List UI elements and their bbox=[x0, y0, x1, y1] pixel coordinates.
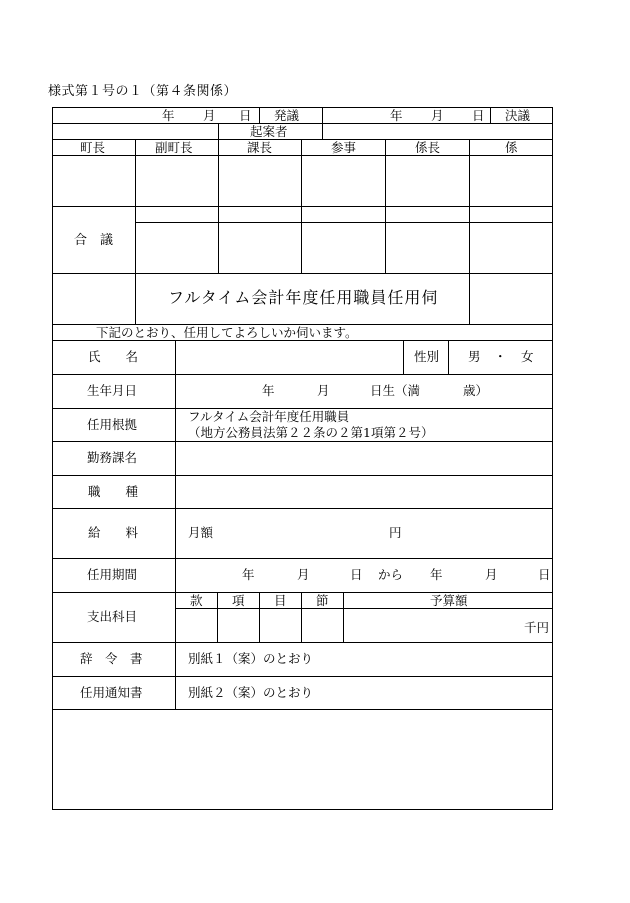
birth-year: 年 bbox=[262, 383, 275, 398]
hline bbox=[175, 608, 553, 609]
birth-month: 月 bbox=[317, 383, 330, 398]
form-title: フルタイム会計年度任用職員任用伺 bbox=[168, 288, 439, 307]
vline bbox=[218, 139, 219, 273]
date2-year: 年 bbox=[390, 108, 403, 123]
vline bbox=[218, 123, 219, 139]
date2-month: 月 bbox=[431, 108, 444, 123]
salary-label: 給 料 bbox=[88, 525, 139, 540]
kianssha-label: 起案者 bbox=[250, 124, 288, 139]
budget-amount-header: 予算額 bbox=[430, 593, 468, 608]
dept-label: 勤務課名 bbox=[87, 450, 138, 465]
vline bbox=[259, 592, 260, 642]
birth-day: 日生（満 bbox=[370, 383, 421, 398]
period-day-end: 日 bbox=[538, 567, 551, 582]
aigi-label: 合 議 bbox=[74, 233, 114, 248]
form-number-label: 様式第１号の１（第４条関係） bbox=[48, 84, 238, 99]
name-label: 氏 名 bbox=[88, 349, 139, 364]
period-label: 任用期間 bbox=[87, 567, 138, 582]
notice-value: 別紙２（案）のとおり bbox=[188, 685, 314, 700]
hline bbox=[52, 592, 553, 593]
period-month-start: 月 bbox=[297, 567, 310, 582]
hline bbox=[52, 475, 553, 476]
budget-kan: 款 bbox=[190, 593, 203, 608]
hline bbox=[52, 155, 553, 156]
basis-line1: フルタイム会計年度任用職員 bbox=[188, 409, 350, 424]
vline bbox=[135, 139, 136, 324]
sex-female: 女 bbox=[521, 349, 534, 364]
ketsugi-label: 決議 bbox=[505, 108, 531, 123]
approver-unit-chief: 係長 bbox=[415, 140, 441, 155]
vline bbox=[322, 107, 323, 139]
period-from: から bbox=[378, 567, 404, 582]
table-border-left bbox=[52, 107, 53, 810]
period-day-start: 日 bbox=[350, 567, 363, 582]
budget-kou: 項 bbox=[232, 593, 245, 608]
approver-mayor: 町長 bbox=[80, 140, 106, 155]
vline bbox=[259, 107, 260, 123]
hline bbox=[135, 222, 553, 223]
date-year: 年 bbox=[162, 108, 175, 123]
vline bbox=[403, 340, 404, 374]
vline bbox=[385, 139, 386, 273]
hline bbox=[52, 340, 553, 341]
hline bbox=[52, 374, 553, 375]
hline bbox=[52, 642, 553, 643]
date-day: 日 bbox=[239, 108, 252, 123]
budget-moku: 目 bbox=[274, 593, 287, 608]
job-label: 職 種 bbox=[88, 484, 139, 499]
sex-separator: ・ bbox=[494, 349, 507, 364]
birth-age: 歳） bbox=[463, 383, 489, 398]
remarks-area bbox=[53, 710, 552, 809]
vline bbox=[343, 592, 344, 642]
approver-councilor: 参事 bbox=[331, 140, 357, 155]
hline bbox=[52, 441, 553, 442]
hline bbox=[52, 273, 553, 274]
jirei-value: 別紙１（案）のとおり bbox=[188, 651, 314, 666]
vline bbox=[448, 340, 449, 374]
vline bbox=[217, 592, 218, 642]
basis-label: 任用根拠 bbox=[87, 417, 138, 432]
budget-label: 支出科目 bbox=[87, 609, 138, 624]
period-month-end: 月 bbox=[485, 567, 498, 582]
vline bbox=[175, 340, 176, 709]
hline bbox=[52, 206, 553, 207]
table-border-bottom bbox=[52, 809, 553, 810]
date-month: 月 bbox=[203, 108, 216, 123]
birth-label: 生年月日 bbox=[87, 383, 138, 398]
approver-staff: 係 bbox=[505, 140, 518, 155]
salary-yen: 円 bbox=[389, 525, 402, 540]
vline bbox=[301, 592, 302, 642]
intro-text: 下記のとおり、任用してよろしいか伺います。 bbox=[96, 325, 358, 340]
hatsugi-label: 発議 bbox=[274, 108, 300, 123]
period-year-start: 年 bbox=[242, 567, 255, 582]
hline bbox=[52, 558, 553, 559]
vline bbox=[490, 107, 491, 123]
budget-unit: 千円 bbox=[524, 620, 550, 635]
approver-deputy-mayor: 副町長 bbox=[155, 140, 193, 155]
salary-monthly: 月額 bbox=[188, 525, 214, 540]
table-border-right bbox=[552, 107, 553, 810]
sex-label: 性別 bbox=[414, 349, 440, 364]
hline bbox=[52, 508, 553, 509]
period-year-end: 年 bbox=[430, 567, 443, 582]
notice-label: 任用通知書 bbox=[80, 685, 143, 700]
date2-day: 日 bbox=[472, 108, 485, 123]
hline bbox=[52, 123, 553, 124]
sex-male: 男 bbox=[468, 349, 481, 364]
hline bbox=[52, 676, 553, 677]
basis-line2: （地方公務員法第２２条の２第1項第２号） bbox=[188, 425, 434, 440]
jirei-label: 辞 令 書 bbox=[80, 651, 143, 666]
approver-section-chief: 課長 bbox=[247, 140, 273, 155]
budget-setsu: 節 bbox=[316, 593, 329, 608]
hline bbox=[52, 139, 553, 140]
vline bbox=[301, 139, 302, 273]
vline bbox=[469, 139, 470, 324]
